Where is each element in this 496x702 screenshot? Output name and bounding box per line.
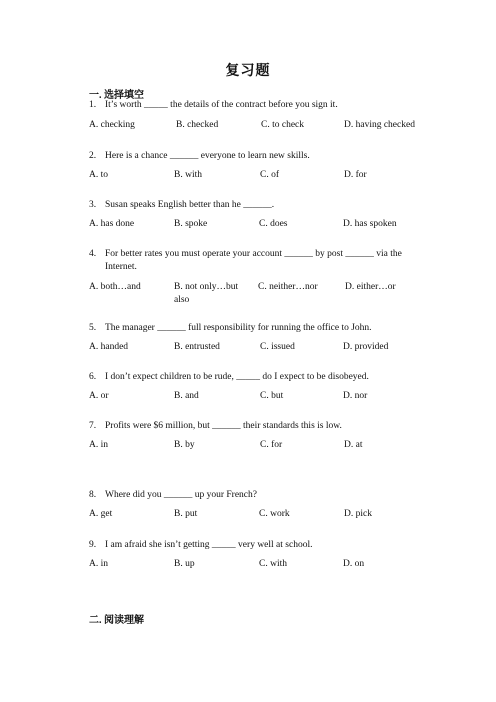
option-c: C. does [259,219,288,229]
option-b: B. put [174,509,198,519]
question-number: 5. [89,323,97,333]
question-3 [89,199,424,212]
option-b: B. spoke [174,219,208,229]
option-d: D. at [344,440,363,450]
option-d: D. for [344,170,367,180]
option-d: D. having checked [344,120,415,130]
option-b: B. by [174,440,195,450]
question-text: Profits were $6 million, but ______ their standards this is low. [105,421,342,431]
question-5 [89,322,424,335]
option-a: A. has done [89,219,135,229]
option-c: C. work [259,509,290,519]
option-b: B. checked [176,120,219,130]
question-text: The manager ______ full responsibility for running the office to John. [105,323,372,333]
question-text: It’s worth _____ the details of the contract before you sign it. [105,100,338,110]
question-number: 1. [89,100,97,110]
option-d: D. either…or [345,282,396,292]
option-b: B. and [174,391,199,401]
option-c: C. but [260,391,284,401]
question-number: 8. [89,490,97,500]
option-b: B. entrusted [174,342,220,352]
question-text: For better rates you must operate your account ______ by post ______ via the Internet. [105,249,402,272]
option-a: A. or [89,391,109,401]
option-b: B. with [174,170,202,180]
option-c: C. for [260,440,283,450]
option-a: A. in [89,559,108,569]
option-d: D. nor [343,391,368,401]
option-c: C. issued [260,342,295,352]
question-2 [89,150,424,163]
option-d: D. provided [343,342,389,352]
question-text: I don’t expect children to be rude, _____ do I expect to be disobeyed. [105,372,369,382]
question-number: 6. [89,372,97,382]
option-a: A. get [89,509,113,519]
option-b: B. up [174,559,195,569]
question-number: 2. [89,151,97,161]
question-text: I am afraid she isn’t getting _____ very well at school. [105,540,313,550]
question-7 [89,420,424,433]
option-c: C. with [259,559,287,569]
option-c: C. of [260,170,279,180]
question-number: 7. [89,421,97,431]
question-9 [89,539,424,552]
option-c: C. to check [261,120,305,130]
question-4 [89,248,424,273]
question-6 [89,371,424,384]
question-number: 3. [89,200,97,210]
option-a: A. handed [89,342,129,352]
question-text: Where did you ______ up your French? [105,490,257,500]
question-8 [89,489,424,502]
page-title: 复习题 [225,64,271,79]
section-heading-reading: 二. 阅读理解 [89,615,144,626]
option-d: D. pick [344,509,372,519]
option-d: D. on [343,559,365,569]
option-c: C. neither…nor [258,282,318,292]
question-text: Susan speaks English better than he ______. [105,200,275,210]
question-1 [89,99,424,112]
section-heading-multiple-choice: 一. 选择填空 [89,90,144,101]
option-a: A. checking [89,120,135,130]
question-text: Here is a chance ______ everyone to learn new skills. [105,151,310,161]
option-a: A. both…and [89,282,141,292]
option-a: A. to [89,170,108,180]
question-number: 9. [89,540,97,550]
option-b: B. not only…but also [174,282,239,305]
question-number: 4. [89,249,97,259]
option-a: A. in [89,440,108,450]
option-d: D. has spoken [343,219,397,229]
